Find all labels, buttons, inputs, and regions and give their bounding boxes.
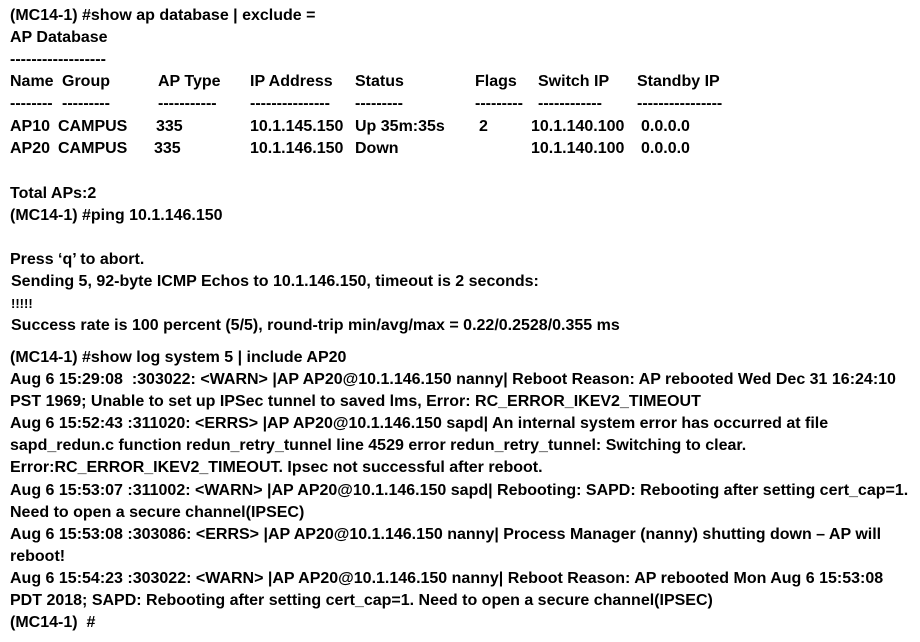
log-line: Error:RC_ERROR_IKEV2_TIMEOUT. Ipsec not successful after reboot. [10, 459, 543, 476]
cell-ip-address: 10.1.145.150 [250, 118, 344, 135]
cell-status: Down [355, 140, 399, 157]
cell-ip-address: 10.1.146.150 [250, 140, 344, 157]
ping-sending: Sending 5, 92-byte ICMP Echos to 10.1.146.150, timeout is 2 seconds: [11, 273, 539, 290]
cell-name: AP10 [10, 118, 51, 135]
dash-standby-ip: ---------------- [637, 95, 723, 112]
header-switch-ip: Switch IP [538, 73, 610, 90]
cell-name: AP20 [10, 140, 51, 157]
cell-ap-type: 335 [154, 140, 181, 157]
ap-database-underline: ------------------ [10, 51, 106, 68]
dash-status: --------- [355, 95, 403, 112]
dash-ip-address: --------------- [250, 95, 330, 112]
ping-reply-marks: !!!!! [11, 296, 33, 311]
header-status: Status [355, 73, 404, 90]
dash-flags: --------- [475, 95, 523, 112]
dash-switch-ip: ------------ [538, 95, 602, 112]
cell-flags: 2 [479, 118, 488, 135]
header-name: Name [10, 73, 54, 90]
cell-status: Up 35m:35s [355, 118, 445, 135]
header-ap-type: AP Type [158, 73, 221, 90]
log-line: Need to open a secure channel(IPSEC) [10, 504, 305, 521]
log-line: PST 1969; Unable to set up IPSec tunnel to saved lms, Error: RC_ERROR_IKEV2_TIMEOUT [10, 393, 701, 410]
header-group: Group [62, 73, 110, 90]
cell-switch-ip: 10.1.140.100 [531, 118, 625, 135]
cell-group: CAMPUS [58, 140, 128, 157]
log-line: Aug 6 15:53:08 :303086: <ERRS> |AP AP20@10.1.146.150 nanny| Process Manager (nanny) shutting down – AP will [10, 526, 882, 543]
log-line: Aug 6 15:52:43 :311020: <ERRS> |AP AP20@10.1.146.150 sapd| An internal system error has occurred at file [10, 415, 829, 432]
dash-group: --------- [62, 95, 110, 112]
command-prompt[interactable]: (MC14-1) # [10, 614, 96, 631]
command-show-log: (MC14-1) #show log system 5 | include AP20 [10, 349, 347, 366]
cell-ap-type: 335 [156, 118, 183, 135]
ping-abort-hint: Press ‘q’ to abort. [10, 251, 145, 268]
log-line: Aug 6 15:54:23 :303022: <WARN> |AP AP20@10.1.146.150 nanny| Reboot Reason: AP rebooted Mon Aug 6 15:53:08 [10, 570, 884, 587]
log-line: Aug 6 15:29:08 :303022: <WARN> |AP AP20@10.1.146.150 nanny| Reboot Reason: AP rebooted Wed Dec 31 16:24:10 [10, 371, 896, 388]
header-flags: Flags [475, 73, 517, 90]
ping-success-rate: Success rate is 100 percent (5/5), round-trip min/avg/max = 0.22/0.2528/0.355 ms [11, 317, 620, 334]
command-show-ap-database: (MC14-1) #show ap database | exclude = [10, 7, 316, 24]
total-aps: Total APs:2 [10, 185, 97, 202]
dash-name: -------- [10, 95, 53, 112]
log-line: sapd_redun.c function redun_retry_tunnel line 4529 error redun_retry_tunnel: Switching to clear. [10, 437, 747, 454]
cell-switch-ip: 10.1.140.100 [531, 140, 625, 157]
log-line: reboot! [10, 548, 66, 565]
dash-ap-type: ----------- [158, 95, 217, 112]
command-ping: (MC14-1) #ping 10.1.146.150 [10, 207, 223, 224]
log-line: PDT 2018; SAPD: Rebooting after setting cert_cap=1. Need to open a secure channel(IPSEC) [10, 592, 713, 609]
cell-standby-ip: 0.0.0.0 [641, 118, 690, 135]
ap-database-title: AP Database [10, 29, 108, 46]
log-line: Aug 6 15:53:07 :311002: <WARN> |AP AP20@10.1.146.150 sapd| Rebooting: SAPD: Rebooting after setting cert_cap=1. [10, 482, 909, 499]
cell-standby-ip: 0.0.0.0 [641, 140, 690, 157]
cell-group: CAMPUS [58, 118, 128, 135]
header-ip-address: IP Address [250, 73, 333, 90]
header-standby-ip: Standby IP [637, 73, 720, 90]
